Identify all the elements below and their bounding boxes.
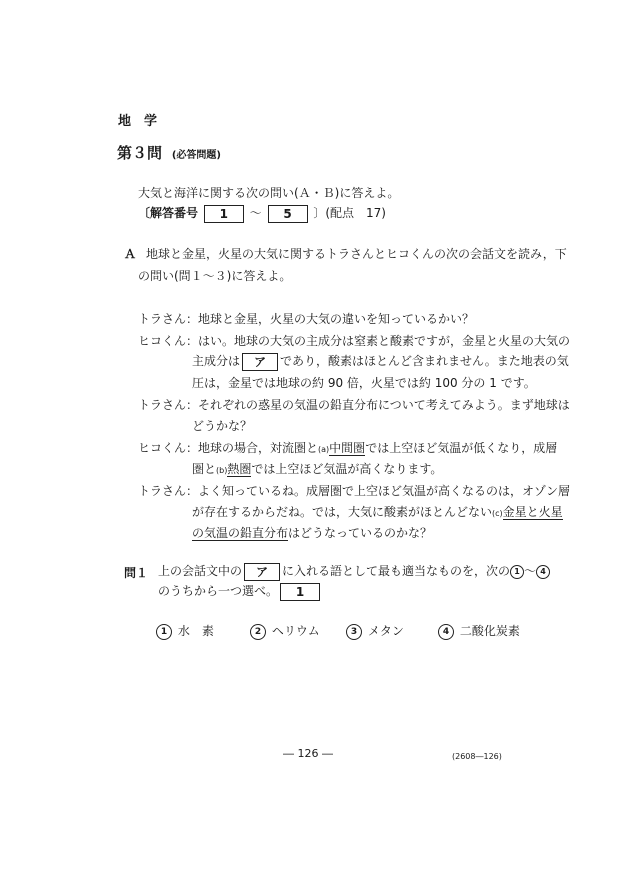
circled-4-icon: 4 xyxy=(536,565,550,579)
circled-1-icon: 1 xyxy=(156,624,172,640)
choice-3-text: メタン xyxy=(367,624,404,638)
section-a-line1: 地球と金星，火星の大気に関するトラさんとヒコくんの次の会話文を読み，下 xyxy=(146,247,567,261)
dialogue-line-8-post: では上空ほど気温が高くなります。 xyxy=(251,462,443,476)
page-number: ― 126 ― xyxy=(283,747,333,760)
dialogue-line-11 xyxy=(192,524,432,541)
dialogue-line-10-pre: が存在するからだね。では，大気に酸素がほとんどない xyxy=(192,505,493,519)
q1-blank-box-a: ア xyxy=(244,563,280,581)
q1-answer-box: 1 xyxy=(280,583,320,601)
q1-pre: 上の会話文中の xyxy=(158,564,243,578)
answer-range xyxy=(138,204,386,223)
intro-text: 大気と海洋に関する次の問い(Ａ・Ｂ)に答えよ。 xyxy=(138,186,400,200)
circled-2-icon: 2 xyxy=(250,624,266,640)
marker-c: (c) xyxy=(492,509,503,518)
dialogue-line-6: どうかな？ xyxy=(192,419,253,433)
choice-1-text: 水 素 xyxy=(177,624,214,638)
answer-range-points: 〕(配点 17) xyxy=(313,206,386,220)
q1-line1 xyxy=(158,562,550,581)
dialogue-line-3-pre: 主成分は xyxy=(192,354,241,368)
dialogue-line-3-post: であり，酸素はほとんど含まれません。また地表の気 xyxy=(280,354,569,368)
choice-2-text: ヘリウム xyxy=(271,624,320,638)
section-a-label: Ａ xyxy=(124,247,137,261)
dialogue-line-7-post: では上空ほど気温が低くなり，成層 xyxy=(365,441,558,455)
marker-b: (b) xyxy=(216,466,228,475)
q1-label: 問１ xyxy=(124,566,149,580)
choice-2[interactable] xyxy=(250,622,320,640)
dialogue-line-7 xyxy=(138,439,557,456)
dialogue-line-1: トラさん：地球と金星，火星の大気の違いを知っているかい？ xyxy=(138,312,475,326)
dialogue-line-5: トラさん：それぞれの惑星の気温の鉛直分布について考えてみよう。まず地球は xyxy=(138,398,570,412)
dialogue-line-8 xyxy=(192,460,442,477)
underline-venus-mars: 金星と火星 xyxy=(502,505,563,519)
page-code: (2608―126) xyxy=(452,752,502,761)
choice-1[interactable] xyxy=(156,622,214,640)
q1-line2-text: のうちから一つ選べ。 xyxy=(158,584,279,598)
subject-heading: 地 学 xyxy=(118,114,158,129)
underline-thermosphere: 熱圏 xyxy=(227,462,252,476)
dialogue-line-10 xyxy=(192,503,563,520)
dialogue-line-9: トラさん：よく知っているね。成層圏で上空ほど気温が高くなるのは，オゾン層 xyxy=(138,484,571,498)
dialogue-line-8-pre: 圏と xyxy=(192,462,217,476)
question-title: 第３問 xyxy=(117,144,163,162)
choice-4[interactable] xyxy=(438,622,520,640)
dialogue-line-2: ヒコくん：はい。地球の大気の主成分は窒素と酸素ですが，金星と火星の大気の xyxy=(138,334,571,348)
underline-vertical-distribution: の気温の鉛直分布 xyxy=(192,526,289,540)
underline-mesosphere: 中間圏 xyxy=(329,441,366,455)
blank-box-a: ア xyxy=(242,353,278,371)
question-note: (必答問題) xyxy=(171,150,221,161)
answer-box-start: 1 xyxy=(204,205,244,223)
answer-range-label: 〔解答番号 xyxy=(138,206,199,220)
dialogue-line-7-pre: ヒコくん：地球の場合，対流圏と xyxy=(138,441,319,455)
answer-box-end: 5 xyxy=(268,205,308,223)
section-a-line2: の問い(問１～３)に答えよ。 xyxy=(138,269,292,283)
circled-4-icon: 4 xyxy=(438,624,454,640)
question-heading xyxy=(117,142,221,163)
circled-1-icon: 1 xyxy=(510,565,524,579)
q1-tilde: ～ xyxy=(524,564,537,578)
q1-post: に入れる語として最も適当なものを，次の xyxy=(282,564,511,578)
q1-line2 xyxy=(158,582,322,601)
dialogue-line-3 xyxy=(192,352,569,371)
choice-4-text: 二酸化炭素 xyxy=(459,624,520,638)
circled-3-icon: 3 xyxy=(346,624,362,640)
dialogue-line-4: 圧は，金星では地球の約 90 倍，火星では約 100 分の 1 です。 xyxy=(192,376,536,390)
dialogue-line-11-post: はどうなっているのかな？ xyxy=(288,526,433,540)
marker-a: (a) xyxy=(318,445,330,454)
answer-range-tilde: ～ xyxy=(249,206,262,220)
choice-3[interactable] xyxy=(346,622,404,640)
